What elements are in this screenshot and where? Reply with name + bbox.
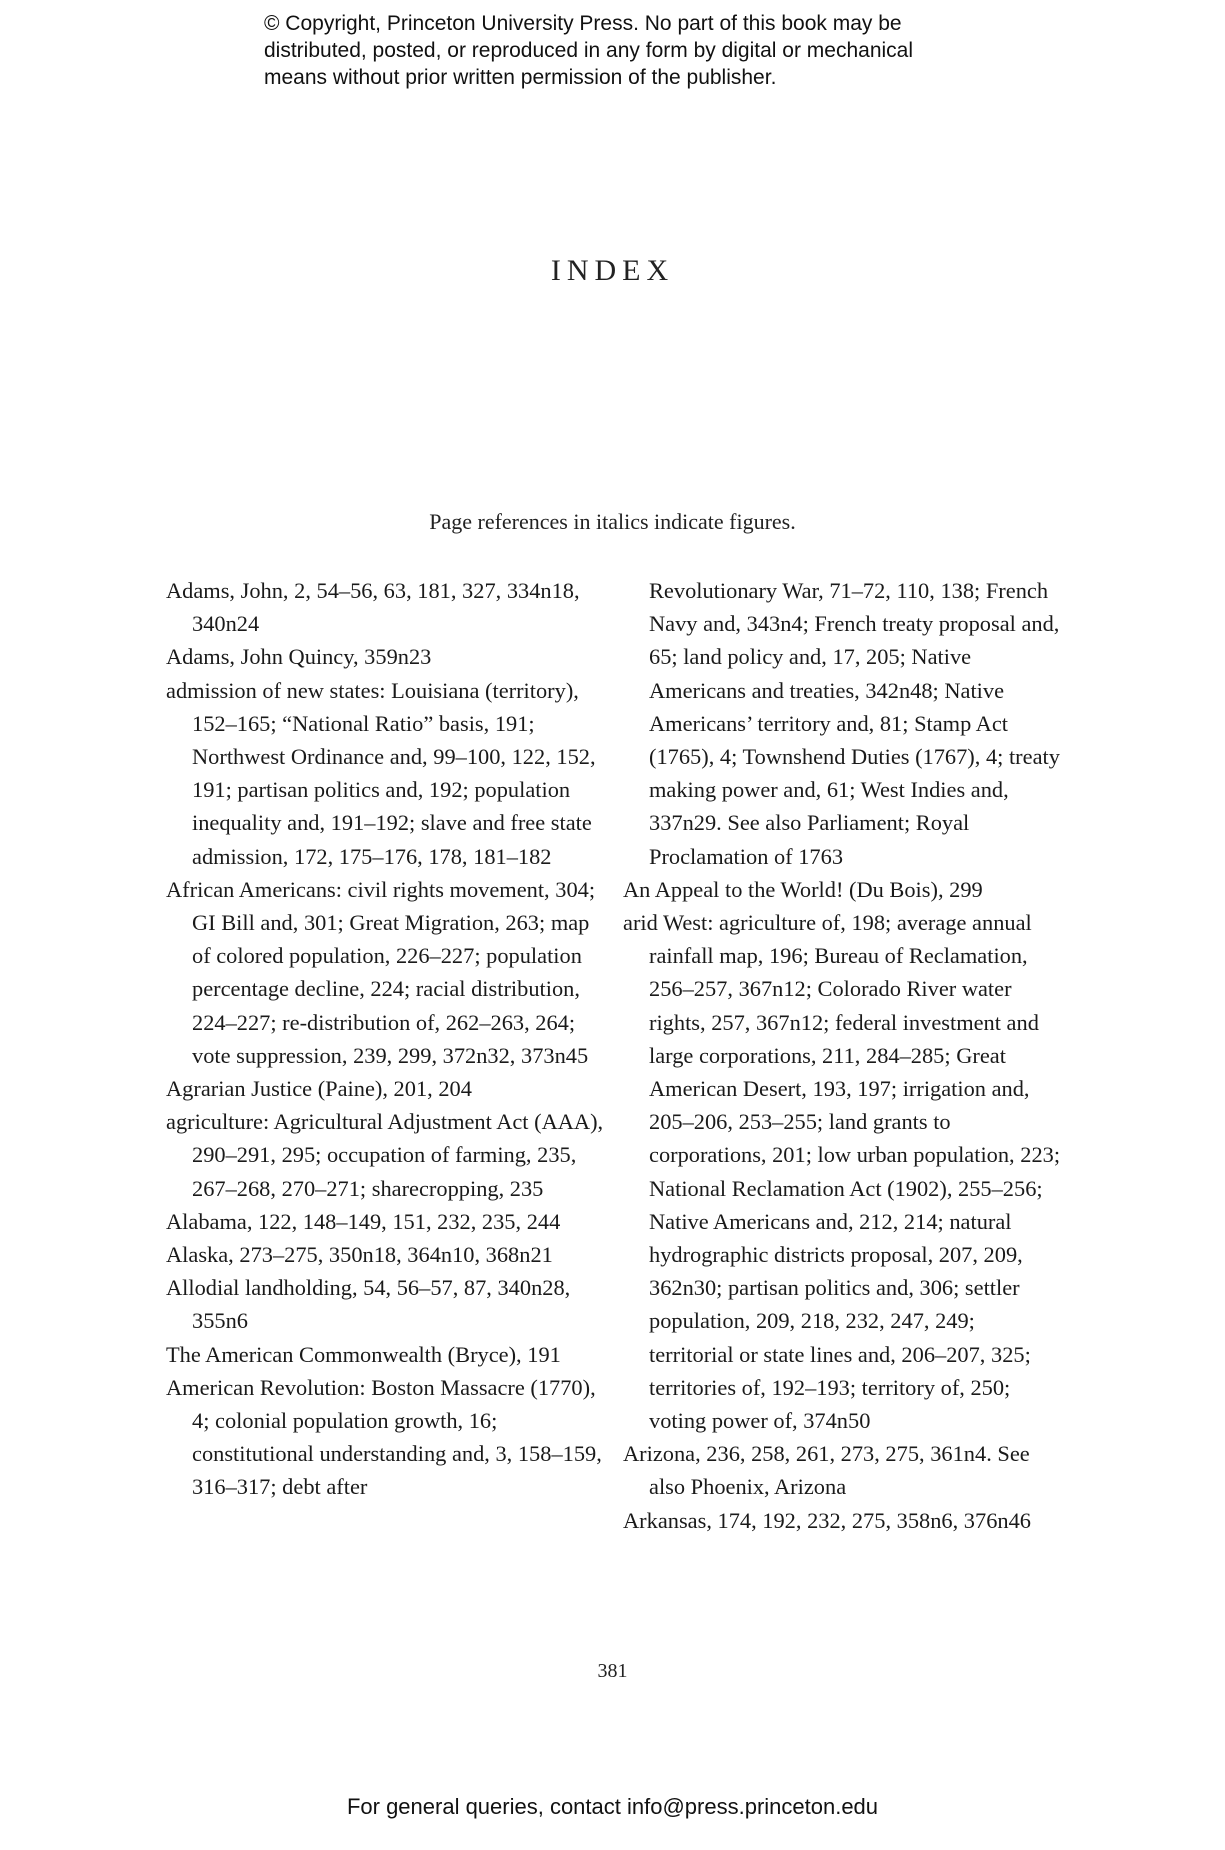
copyright-notice xyxy=(264,10,1024,91)
index-entry: Arizona, 236, 258, 261, 273, 275, 361n4. See also Phoenix, Arizona xyxy=(623,1441,1030,1500)
index-entry: arid West: agriculture of, 198; average annual rainfall map, 196; Bureau of Reclamation, 256–257, 367n12; Colorado River water rights, 257, 367n12; federal investment and large corporations, 211, 284–285; Great American Desert, 193, 197; irrigation and, 205–206, 253–255; land grants to corporations, 201; low urban population, 223; National Reclamation Act (1902), 255–256; Native Americans and, 212, 214; natural hydrographic districts proposal, 207, 209, 362n30; partisan politics and, 306; settler population, 209, 218, 232, 247, 249; territorial or state lines and, 206–207, 325; territories of, 192–193; territory of, 250; voting power of, 374n50 xyxy=(623,910,1061,1434)
index-entry: Alaska, 273–275, 350n18, 364n10, 368n21 xyxy=(166,1242,553,1268)
index-entry: The American Commonwealth (Bryce), 191 xyxy=(166,1341,561,1367)
index-entry: American Revolution: Boston Massacre (1770), 4; colonial population growth, 16; constitutional understanding and, 3, 158–159, 316–317; debt after xyxy=(166,1374,602,1500)
index-column-right xyxy=(623,574,1063,1537)
index-entry: Allodial landholding, 54, 56–57, 87, 340n28, 355n6 xyxy=(166,1275,571,1334)
index-entry: Arkansas, 174, 192, 232, 275, 358n6, 376n46 xyxy=(623,1507,1031,1533)
footer-contact: For general queries, contact info@press.princeton.edu xyxy=(346,1794,879,1819)
index-entry: Alabama, 122, 148–149, 151, 232, 235, 244 xyxy=(166,1208,561,1234)
index-entry: African Americans: civil rights movement, 304; GI Bill and, 301; Great Migration, 263; map of colored population, 226–227; population percentage decline, 224; racial distribution, 224–227; re-distribution of, 262–263, 264; vote suppression, 239, 299, 372n32, 373n45 xyxy=(166,876,596,1068)
index-entry: Agrarian Justice (Paine), 201, 204 xyxy=(166,1076,472,1102)
index-entry: An Appeal to the World! (Du Bois), 299 xyxy=(623,876,983,902)
copyright-line: distributed, posted, or reproduced in any form by digital or mechanical xyxy=(264,39,914,62)
index-column-left xyxy=(166,574,606,1504)
index-entry-continued: Revolutionary War, 71–72, 110, 138; French Navy and, 343n4; French treaty proposal and, 65; land policy and, 17, 205; Native Americans and treaties, 342n48; Native Americans’ territory and, 81; Stamp Act (1765), 4; Townshend Duties (1767), 4; treaty making power and, 61; West Indies and, 337n29. See also Parliament; Royal Proclamation of 1763 xyxy=(649,578,1060,869)
index-entry: admission of new states: Louisiana (territory), 152–165; “National Ratio” basis, 191; Northwest Ordinance and, 99–100, 122, 152, 191; partisan politics and, 192; population inequality and, 191–192; slave and free state admission, 172, 175–176, 178, 181–182 xyxy=(166,677,596,869)
index-entry: Adams, John Quincy, 359n23 xyxy=(166,644,432,670)
index-note: Page references in italics indicate figures. xyxy=(429,509,796,534)
page-title: INDEX xyxy=(550,254,675,287)
copyright-line: means without prior written permission of the publisher. xyxy=(264,66,777,89)
index-entry: Adams, John, 2, 54–56, 63, 181, 327, 334n18, 340n24 xyxy=(166,578,580,637)
page-number: 381 xyxy=(597,1660,628,1682)
copyright-line: © Copyright, Princeton University Press. No part of this book may be xyxy=(264,12,902,35)
index-entry: agriculture: Agricultural Adjustment Act (AAA), 290–291, 295; occupation of farming, 235, 267–268, 270–271; sharecropping, 235 xyxy=(166,1109,604,1201)
